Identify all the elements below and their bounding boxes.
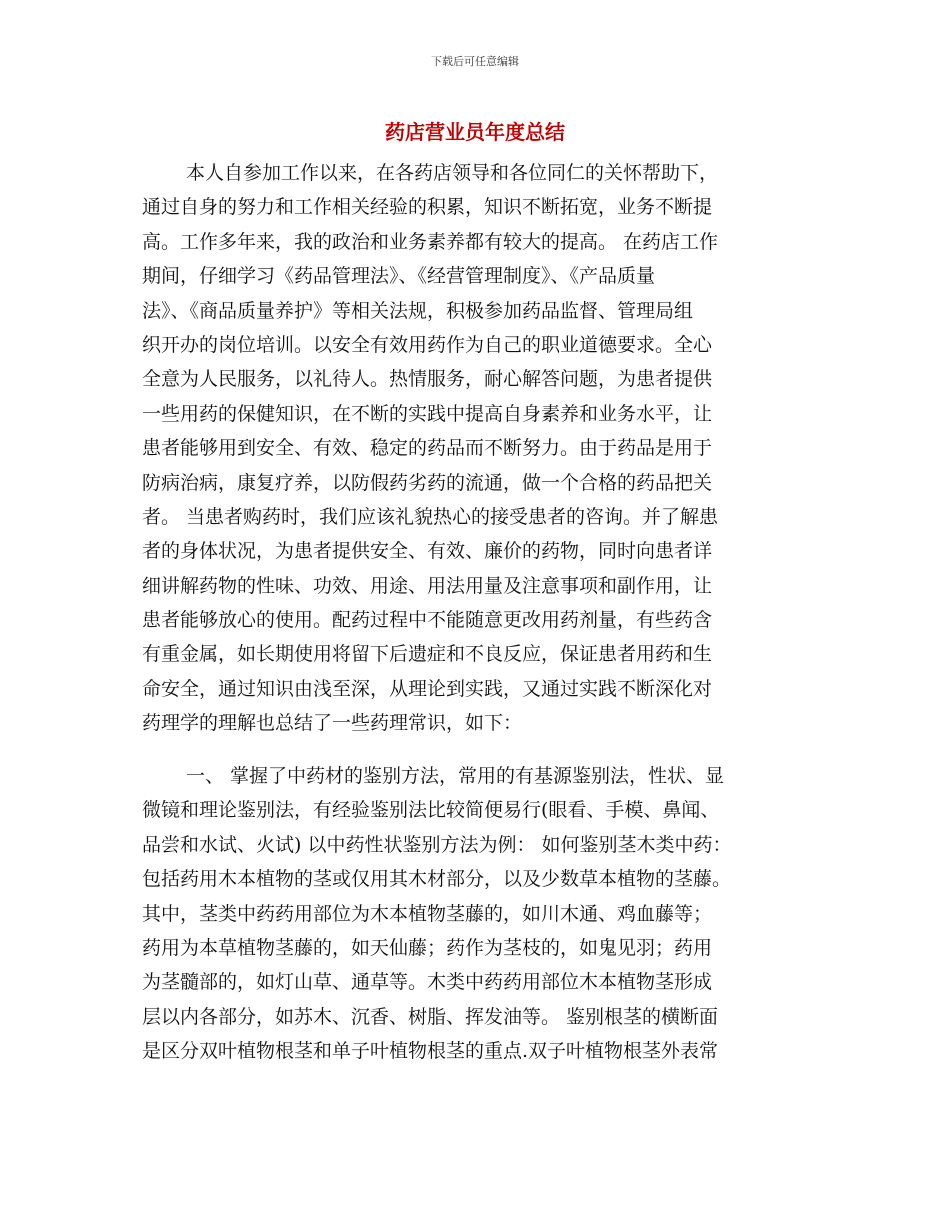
- text-line: 是区分双叶植物根茎和单子叶植物根茎的重点.双子叶植物根茎外表常: [142, 1040, 719, 1063]
- text-line: 防病治病，康复疗养，以防假药劣药的流通，做一个合格的药品把关: [142, 471, 713, 494]
- text-line: 者。 当患者购药时，我们应该礼貌热心的接受患者的咨询。并了解患: [142, 505, 719, 528]
- text-line: 药理学的理解也总结了一些药理常识，如下：: [142, 712, 523, 735]
- text-line: 品尝和水试、火试) 以中药性状鉴别方法为例： 如何鉴别茎木类中药：: [142, 833, 732, 856]
- text-line: 药用为本草植物茎藤的，如天仙藤；药作为茎枝的，如鬼见羽；药用: [142, 936, 713, 959]
- text-line: 命安全，通过知识由浅至深，从理论到实践，又通过实践不断深化对: [142, 677, 713, 700]
- text-line: 细讲解药物的性味、功效、用途、用法用量及注意事项和副作用，让: [142, 574, 713, 597]
- paragraph-2: [142, 759, 810, 1069]
- text-line: 其中，茎类中药药用部位为木本植物茎藤的，如川木通、鸡血藤等；: [142, 902, 713, 925]
- text-line: 微镜和理论鉴别法，有经验鉴别法比较简便易行(眼看、手模、鼻闻、: [142, 799, 720, 822]
- document-title: 药店营业员年度总结: [385, 120, 565, 144]
- text-line: 法》、《商品质量养护》等相关法规，积极参加药品监督、管理局组: [142, 299, 694, 322]
- text-line: 包括药用木本植物的茎或仅用其木材部分，以及少数草本植物的茎藤。: [142, 868, 732, 891]
- text-line: 通过自身的努力和工作相关经验的积累，知识不断拓宽，业务不断提: [142, 196, 713, 219]
- text-line: 患者能够用到安全、有效、稳定的药品而不断努力。由于药品是用于: [142, 437, 713, 460]
- text-line: 有重金属，如长期使用将留下后遗症和不良反应，保证患者用药和生: [142, 643, 713, 666]
- text-line: 一些用药的保健知识，在不断的实践中提高自身素养和业务水平，让: [142, 402, 713, 425]
- text-line: 全意为人民服务，以礼待人。热情服务，耐心解答问题，为患者提供: [142, 368, 713, 391]
- text-line: 者的身体状况，为患者提供安全、有效、廉价的药物，同时向患者详: [142, 540, 713, 563]
- text-line: 为茎髓部的，如灯山草、通草等。木类中药药用部位木本植物茎形成: [142, 971, 713, 994]
- text-line: 织开办的岗位培训。以安全有效用药作为自己的职业道德要求。全心: [142, 333, 713, 356]
- text-line: 层以内各部分，如苏木、沉香、树脂、挥发油等。 鉴别根茎的横断面: [142, 1005, 719, 1028]
- paragraph-1: [142, 156, 810, 741]
- page-header: 下载后可任意编辑: [431, 55, 519, 68]
- text-line: 高。工作多年来，我的政治和业务素养都有较大的提高。 在药店工作: [142, 230, 719, 253]
- text-line: 一、 掌握了中药材的鉴别方法，常用的有基源鉴别法，性状、显: [186, 765, 725, 787]
- text-line: 患者能够放心的使用。配药过程中不能随意更改用药剂量，有些药含: [142, 609, 713, 632]
- text-line: 期间，仔细学习《药品管理法》、《经营管理制度》、《产品质量: [142, 265, 656, 288]
- text-line: 本人自参加工作以来，在各药店领导和各位同仁的关怀帮助下，: [186, 162, 719, 184]
